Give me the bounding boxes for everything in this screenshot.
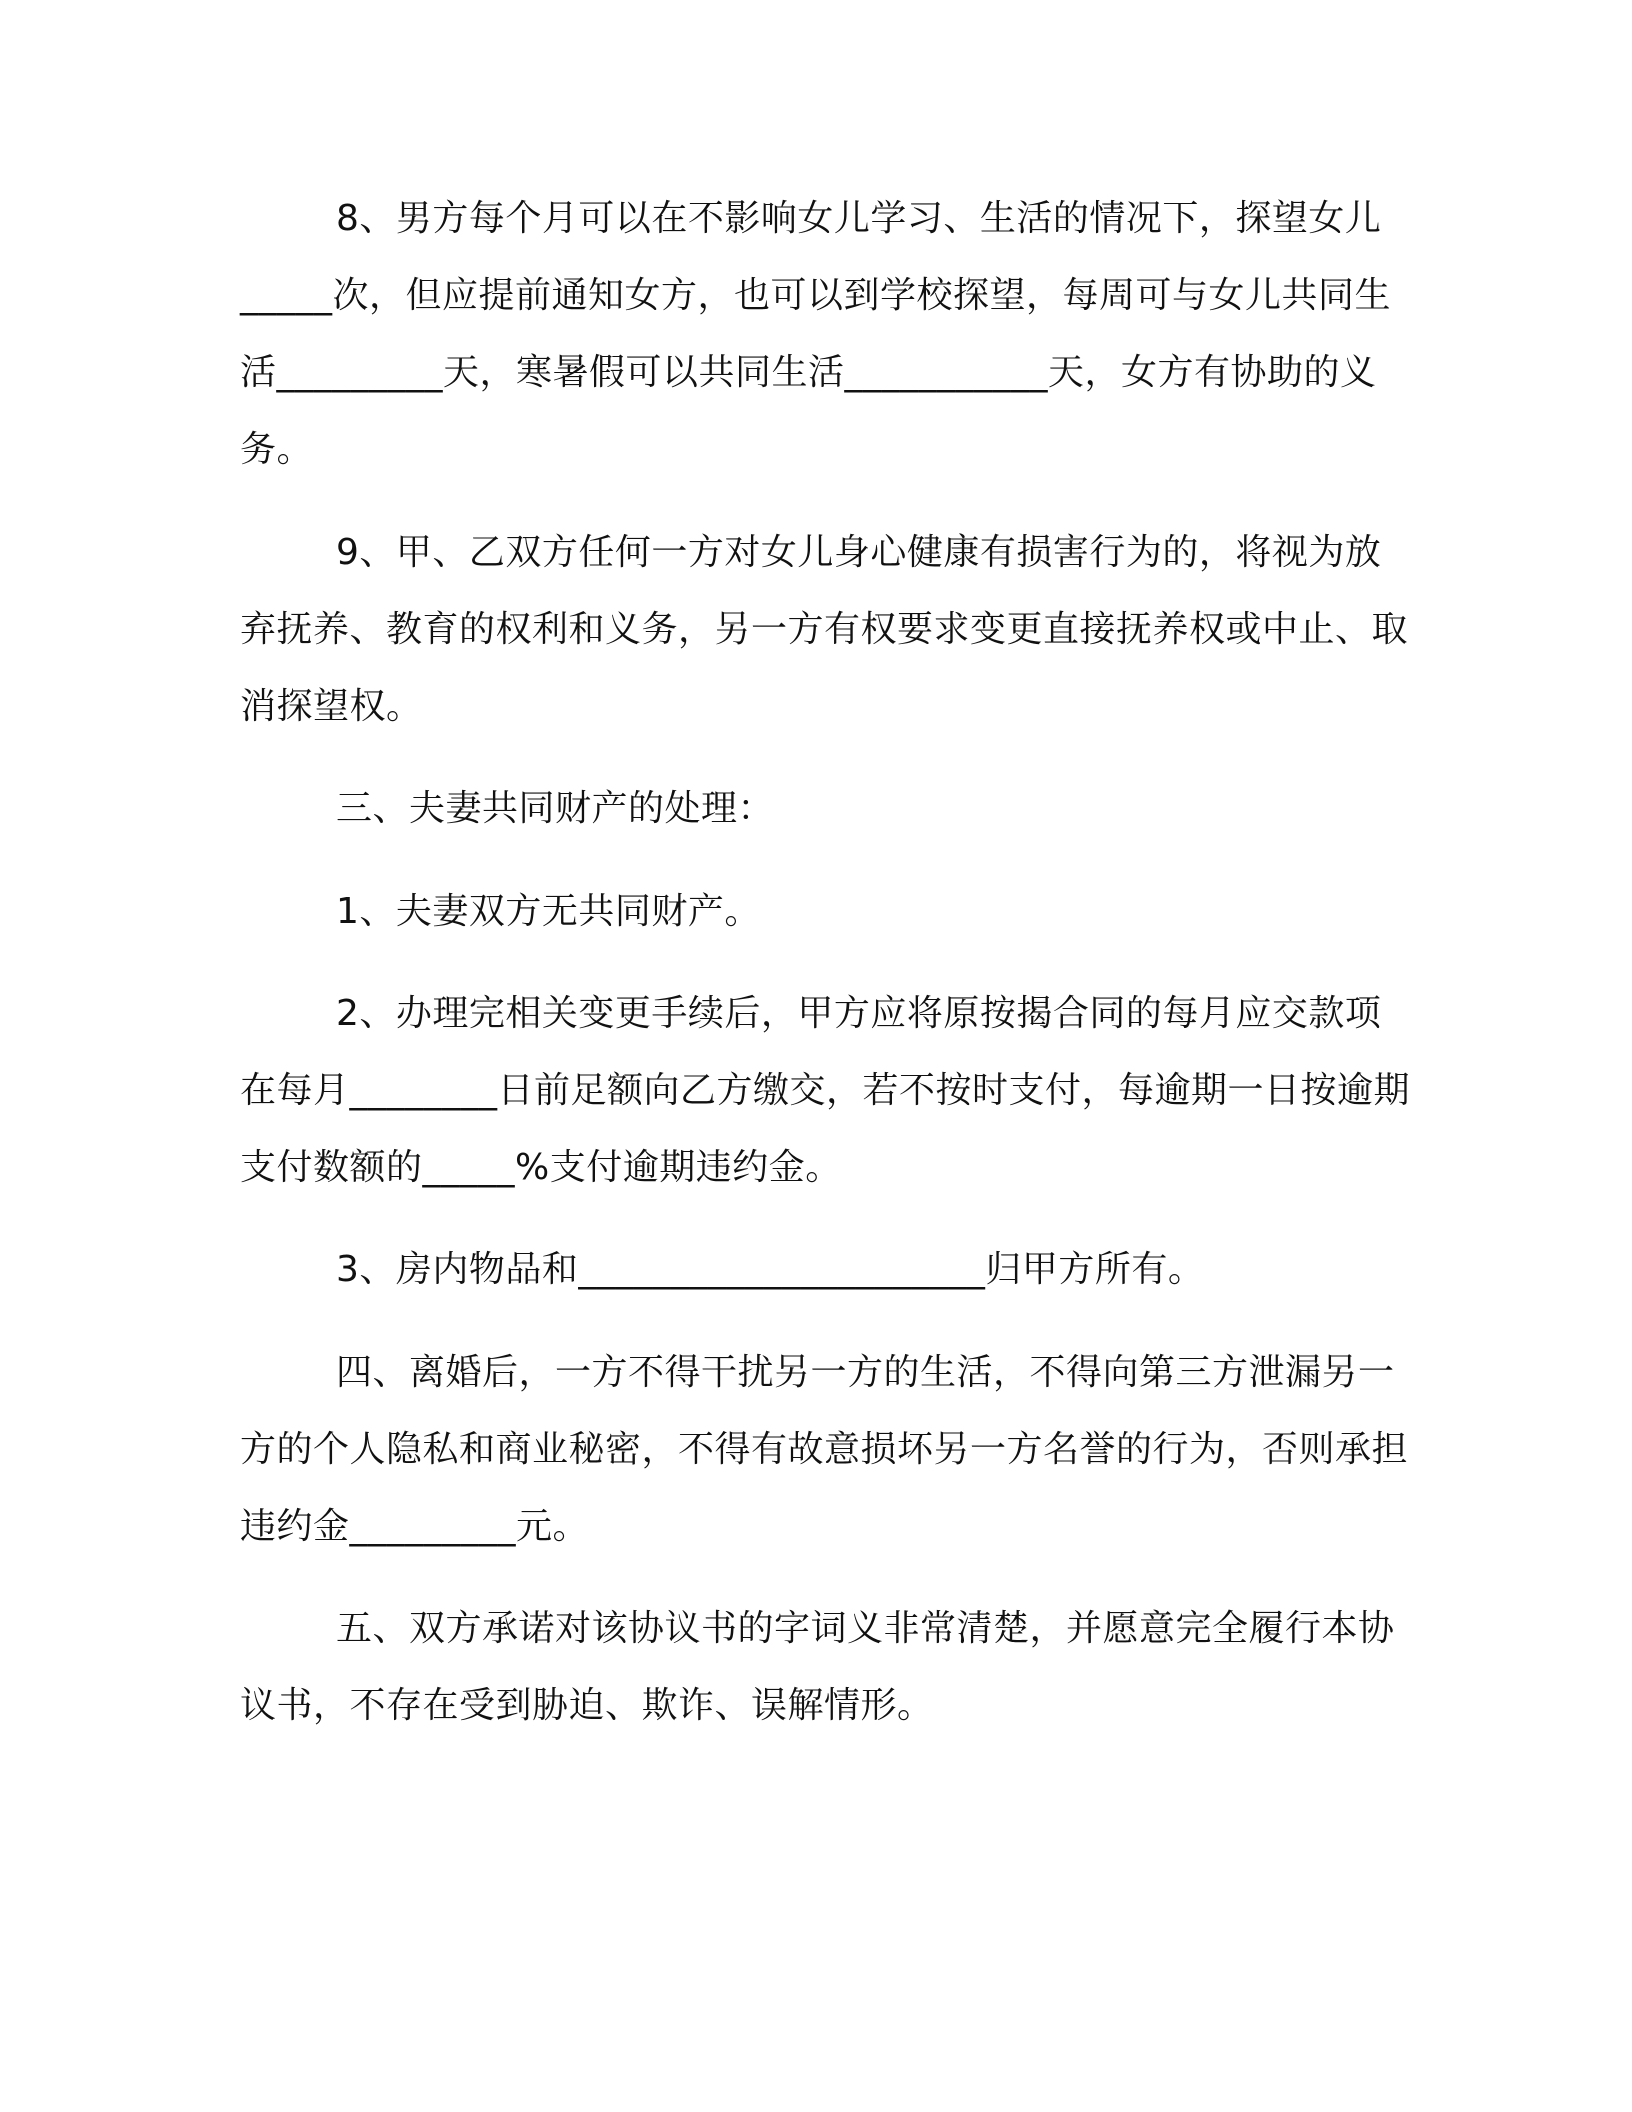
section-4-privacy: 四、离婚后，一方不得干扰另一方的生活，不得向第三方泄漏另一方的个人隐私和商业秘密，不得有故意损坏另一方名誉的行为，否则承担违约金_________元。 bbox=[240, 1352, 1409, 1547]
section-5-commitment: 五、双方承诺对该协议书的字词义非常清楚，并愿意完全履行本协议书，不存在受到胁迫、欺诈、误解情形。 bbox=[240, 1608, 1395, 1726]
clause-9-rights: 9、甲、乙双方任何一方对女儿身心健康有损害行为的，将视为放弃抚养、教育的权利和义务，另一方有权要求变更直接抚养权或中止、取消探望权。 bbox=[240, 532, 1409, 727]
section-3-heading: 三、夫妻共同财产的处理： bbox=[336, 788, 775, 829]
property-clause-3: 3、房内物品和______________________归甲方所有。 bbox=[336, 1249, 1205, 1290]
property-clause-2: 2、办理完相关变更手续后，甲方应将原按揭合同的每月应交款项在每月________日前足额向乙方缴交，若不按时支付，每逾期一日按逾期支付数额的_____%支付逾期违约金。 bbox=[240, 993, 1411, 1188]
clause-8-visitation: 8、男方每个月可以在不影响女儿学习、生活的情况下，探望女儿_____次，但应提前通知女方，也可以到学校探望，每周可与女儿共同生活_________天，寒暑假可以共同生活___________天，女方有协助的义务。 bbox=[240, 198, 1392, 470]
property-clause-1: 1、夫妻双方无共同财产。 bbox=[336, 891, 761, 932]
